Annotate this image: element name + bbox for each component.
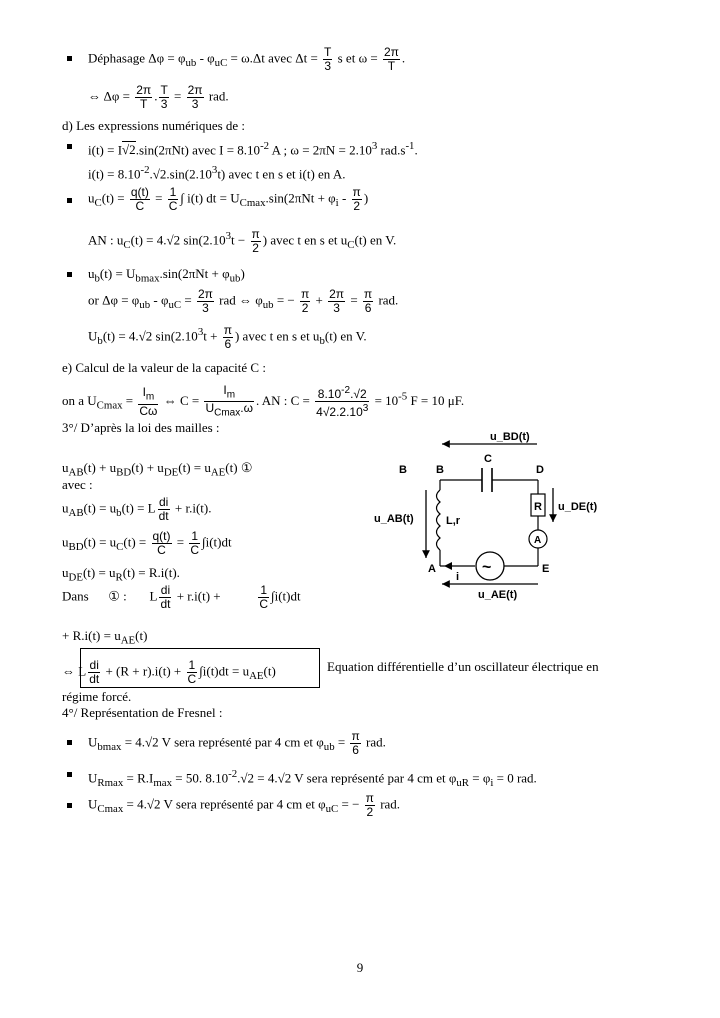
section-heading: e) Calcul de la valeur de la capacité C : [62,360,266,375]
text-line: $u_{AB}(t) + u_{BD}(t) + u_{DE}(t) = u_{AE}(t)$ ① [62,460,253,479]
text-line: Equation différentielle d’un oscillateur électrique en [327,659,599,674]
section-heading: 3°/ D’après la loi des mailles : [62,420,220,435]
bullet [67,198,72,203]
text-line: + $R.i(t) = u_{AE}(t)$ [62,628,148,647]
u-bd-label: u_BD(t) [490,431,530,443]
text-line: avec : [62,477,93,492]
text-line: $u_{AB}(t) = u_b(t) = L$ $\frac{di}{dt}$ + r.i(t). [62,495,212,523]
node-d: D [536,464,544,476]
ammeter-label: A [534,535,542,546]
coil-label: L,r [446,515,461,527]
section-heading: 4°/ Représentation de Fresnel : [62,705,223,720]
text-line: $u_{DE}(t) = u_R(t) = R.i(t)$. [62,565,180,584]
node-b: B [436,464,444,476]
node-a: A [428,563,436,575]
text-line: régime forcé. [62,689,132,704]
text-line: $u_C(t)$ = $\frac{q(t)}{C}$ = $\frac{1}{C}$ ∫ i(t) dt = $U_{Cmax}.\sin(2\pi Nt + \varphi_i$ - $\frac{\pi}{2}$ ) [88,185,369,213]
text-line: $u_{BD}(t) = u_C(t)$ = $\frac{q(t)}{C}$ = $\frac{1}{C}$ ∫i(t)dt [62,529,232,557]
u-de-label: u_DE(t) [558,501,598,513]
text-line: ⇔ Δφ = $\frac{2\pi}{T}$ . $\frac{T}{3}$ = $\frac{2\pi}{3}$ rad. [88,83,229,111]
bullet [67,56,72,61]
circuit-diagram [370,430,620,610]
text-line: $U_{Rmax} = R.I_{max} = 50$. $8.10^{-2}.√2 = 4.√2$ V sera représenté par 4 cm et $\varphi_{uR} = \varphi_i = 0$ rad. [88,768,537,789]
text-line: $U_{bmax} = 4.√2$ V sera représenté par 4 cm et $\varphi_{ub}$ = $\frac{\pi}{6}$ rad. [88,729,386,757]
current-arrow [444,562,452,570]
text-line: AN : $u_C(t) = 4.√2$ $\sin(2.10^3t$ − $\frac{\pi}{2}$ ) avec t en s et $u_C(t)$ en V. [88,227,397,255]
node-e: E [542,563,550,575]
bullet [67,144,72,149]
page-number: 9 [356,960,364,975]
u-ae-label: u_AE(t) [478,589,518,601]
section-heading: d) Les expressions numériques de : [62,118,246,133]
current-label: i [456,571,460,583]
text-line: $U_{Cmax} = 4.√2$ V sera représenté par 4 cm et $\varphi_{uC}$ = − $\frac{\pi}{2}$ rad. [88,791,401,819]
text-line: $u_b(t) = U_{bmax}.\sin(2\pi Nt + \varphi_{ub})$ [88,266,245,285]
bullet [67,803,72,808]
bullet [67,272,72,277]
text-line: or $\Delta\varphi = \varphi_{ub} - \varphi_{uC}$ = $\frac{2\pi}{3}$ rad ⇔ $\varphi_{ub}$ = − $\frac{\pi}{2}$ + $\frac{2\pi}{3}$ = $\frac{\pi}{6}$ rad. [88,287,399,315]
ac-source-symbol: ~ [482,559,492,576]
u-ab-label: u_AB(t) [374,513,414,525]
bullet [67,772,72,777]
text-line: i(t) = I√2.sin(2πNt) avec $I = 8.10^{-2}$ A ; $\omega = 2\pi N = 2.10^3$ $rad.s^{-1}$. [88,140,418,158]
coil [437,490,441,550]
text-line: Déphasage $\Delta\varphi = \varphi_{ub} - \varphi_{uC} = \omega.\Delta t$ avec Δt = $\frac{T}{3}$ s et ω = $\frac{2\pi}{T}$ . [88,45,406,73]
bullet [67,740,72,745]
capacitor-label: C [484,453,492,465]
text-line: $U_b(t) = 4.√2$ $\sin(2.10^3t$ + $\frac{\pi}{6}$ ) avec t en s et $u_b(t)$ en V. [88,323,367,351]
text-line: on a $U_{Cmax}$ = $\frac{I_m}{C\omega}$ ⇔ C = $\frac{I_m}{U_{Cmax}.\omega}$ . AN : C = $\frac{8.10^{-2}.√2}{4√2.2.10^3}$ = $10^{-5}$ F = 10 μF. [62,383,465,420]
differential-equation: ⇔ L $\frac{di}{dt}$ + (R + r).i(t) + $\frac{1}{C}$ $\int i(t)dt = u_{AE}(t)$ [62,658,276,686]
resistor-label: R [534,501,542,513]
text-line: $i(t) = 8.10^{-2}.√2.\sin(2.10^3t)$ avec t en s et i(t) en A. [88,164,346,182]
text-line: Dans ① : L $\frac{di}{dt}$ + r.i(t) + $\frac{1}{C}$ ∫i(t)dt [62,583,301,611]
node-b-left: B [399,464,407,476]
